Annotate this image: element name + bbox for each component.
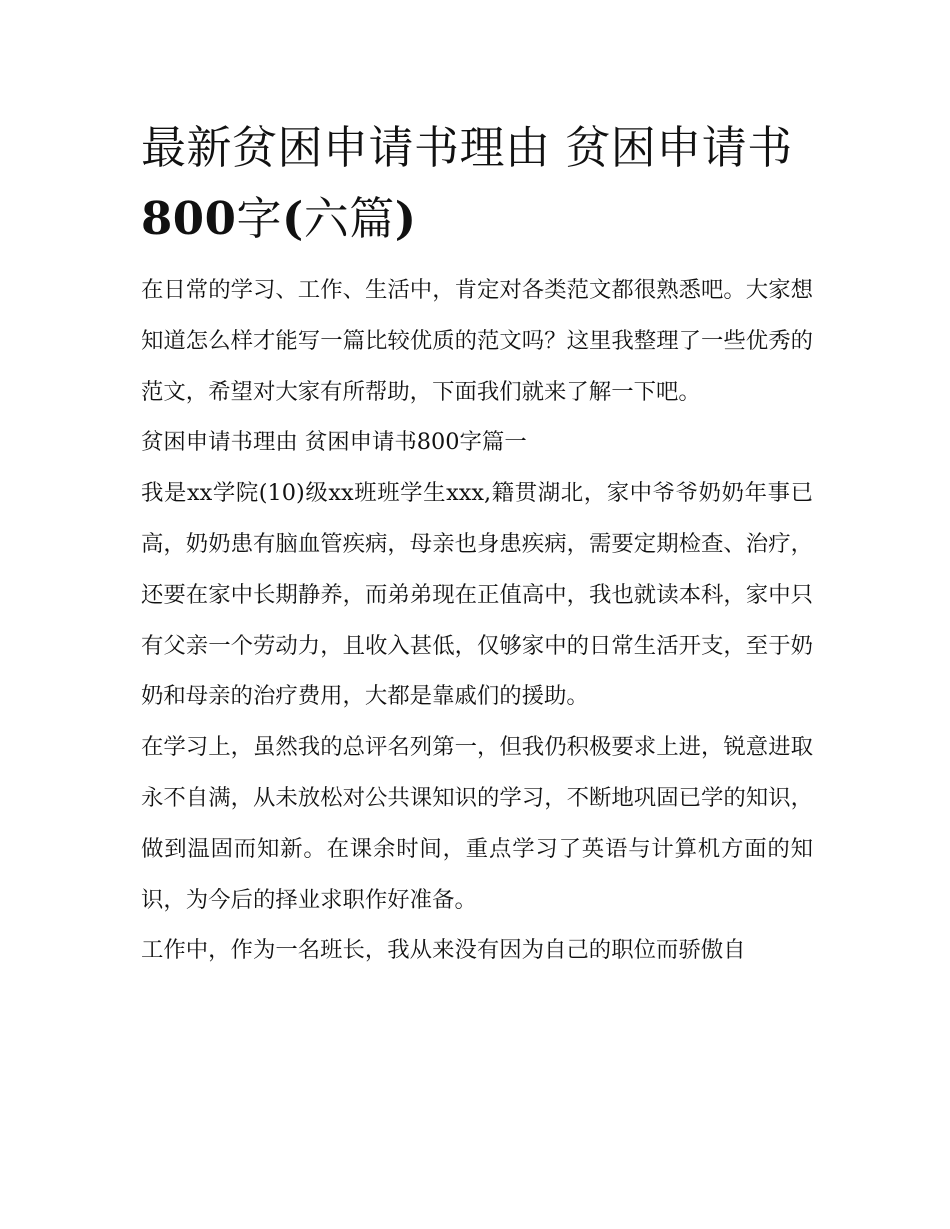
body-paragraph-work: 工作中，作为一名班长，我从来没有因为自己的职位而骄傲自 [141,937,746,964]
document-title: 最新贫困申请书理由 贫困申请书800字(六篇) [141,121,793,245]
intro-paragraph: 在日常的学习、工作、生活中，肯定对各类范文都很熟悉吧。大家想知道怎么样才能写一篇比较优质的范文吗？这里我整理了一些优秀的范文，希望对大家有所帮助，下面我们就来了解一下吧。 [141,277,813,405]
document-body [141,112,813,976]
body-paragraph-study: 在学习上，虽然我的总评名列第一，但我仍积极要求上进，锐意进取永不自满，从未放松对公共课知识的学习，不断地巩固已学的知识，做到温固而知新。在课余时间，重点学习了英语与计算机方面的知识，为今后的择业求职作好准备。 [141,734,813,913]
section-heading: 贫困申请书理由 贫困申请书800字篇一 [141,429,527,456]
body-paragraph-family: 我是xx学院(10)级xx班班学生xxx,籍贯湖北，家中爷爷奶奶年事已高，奶奶患有脑血管疾病，母亲也身患疾病，需要定期检查、治疗，还要在家中长期静养，而弟弟现在正值高中，我也就读本科，家中只有父亲一个劳动力，且收入甚低，仅够家中的日常生活开支，至于奶奶和母亲的治疗费用，大都是靠戚们的援助。 [141,480,813,710]
